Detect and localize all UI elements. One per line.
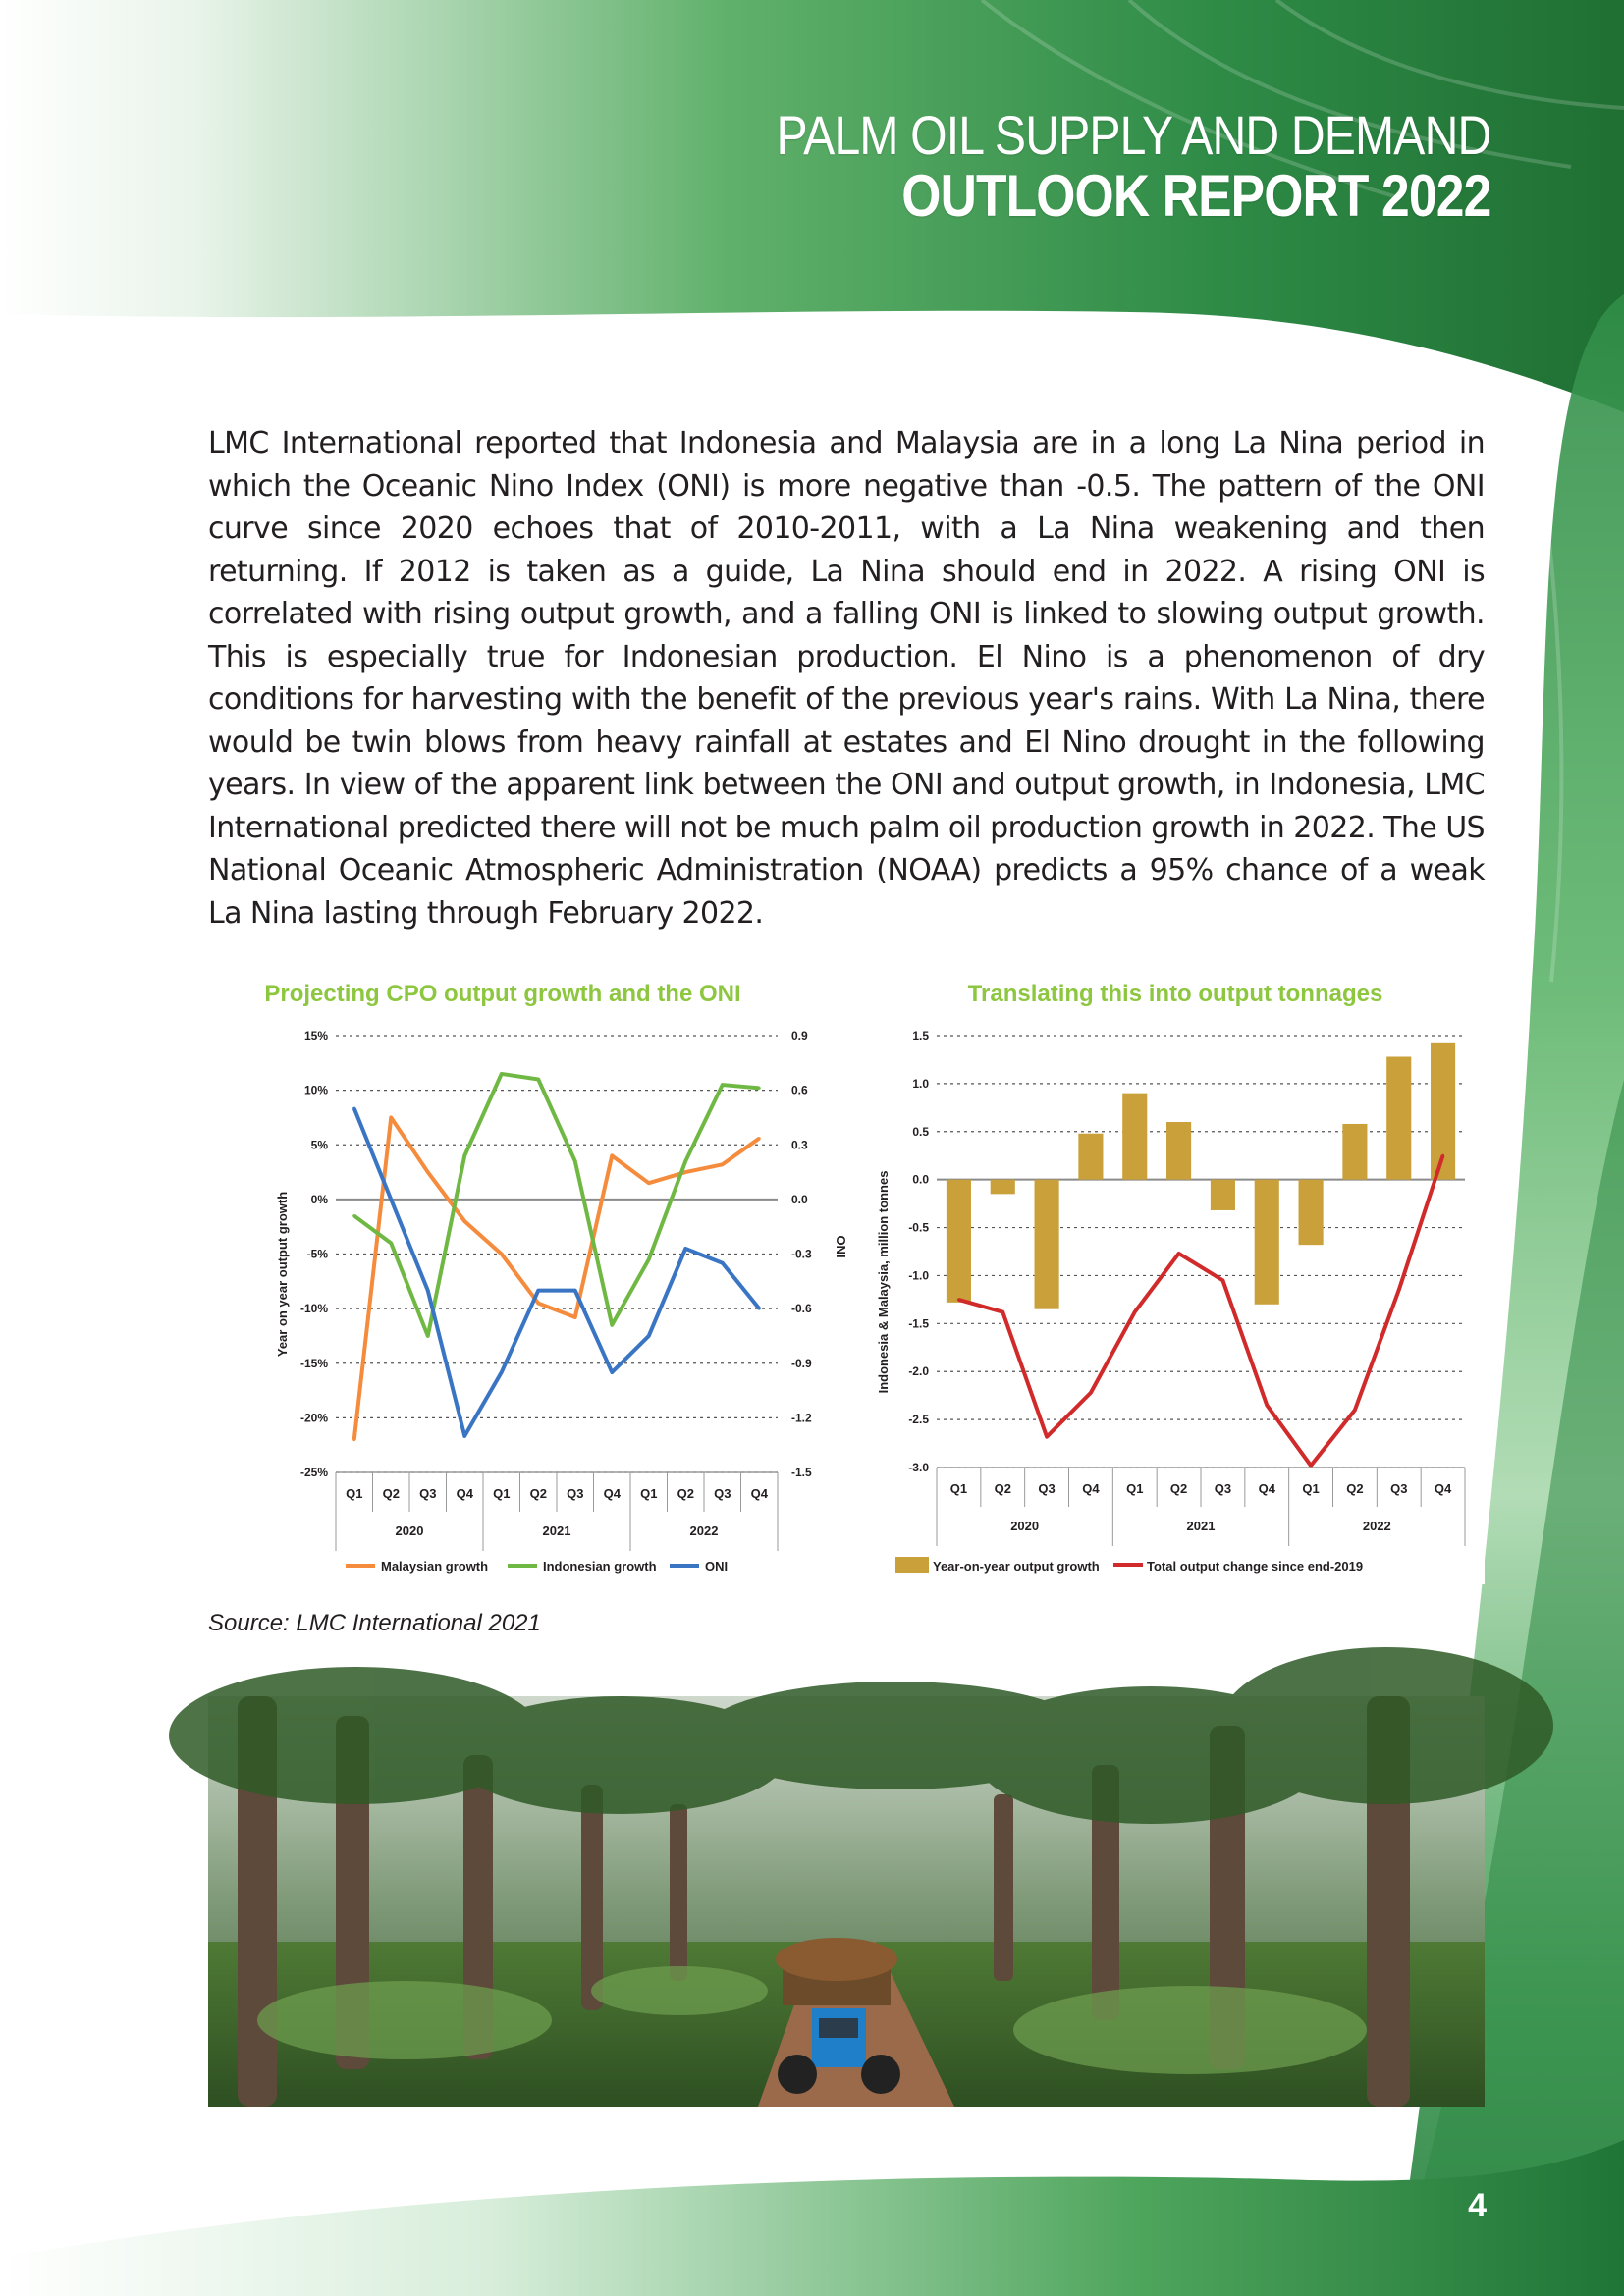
data-point xyxy=(426,1334,429,1337)
source-note: Source: LMC International 2021 xyxy=(208,1610,541,1636)
data-point xyxy=(463,1220,466,1223)
y2-tick-label: 0.9 xyxy=(791,1029,808,1042)
y2-tick-label: 0.6 xyxy=(791,1083,808,1097)
data-point xyxy=(1089,1391,1092,1394)
bar xyxy=(1255,1180,1279,1305)
y2-tick-label: 0.0 xyxy=(791,1192,808,1206)
x-tick-label: Q4 xyxy=(1082,1481,1100,1496)
year-label: 2020 xyxy=(1010,1519,1040,1533)
data-point xyxy=(758,1308,761,1310)
y-tick-label: -10% xyxy=(299,1302,328,1316)
legend-label: Year-on-year output growth xyxy=(933,1559,1100,1574)
data-point xyxy=(1441,1154,1444,1157)
year-label: 2022 xyxy=(1362,1519,1391,1533)
data-point xyxy=(537,1289,540,1292)
year-label: 2021 xyxy=(542,1523,571,1538)
data-point xyxy=(390,1198,393,1201)
chart-title: Projecting CPO output growth and the ONI xyxy=(264,981,741,1007)
y-tick-label: 10% xyxy=(303,1083,328,1097)
data-point xyxy=(758,1137,761,1140)
bar xyxy=(1035,1180,1059,1309)
bar xyxy=(1078,1134,1103,1180)
year-label: 2021 xyxy=(1186,1519,1216,1533)
x-tick-label: Q3 xyxy=(714,1486,731,1501)
y2-axis-label: ONI xyxy=(834,1235,848,1258)
y-tick-label: -1.5 xyxy=(908,1316,929,1331)
legend-label: Total output change since end-2019 xyxy=(1147,1559,1364,1574)
y-tick-label: 1.5 xyxy=(912,1029,929,1042)
y2-tick-label: -0.3 xyxy=(791,1247,812,1261)
x-tick-label: Q1 xyxy=(949,1481,968,1496)
y-tick-label: -3.0 xyxy=(908,1461,929,1474)
data-point xyxy=(390,1242,393,1245)
y-tick-label: 1.0 xyxy=(912,1076,929,1091)
data-point xyxy=(573,1159,576,1162)
x-tick-label: Q2 xyxy=(1169,1481,1188,1496)
data-point xyxy=(1221,1279,1224,1282)
x-tick-label: Q4 xyxy=(603,1486,621,1501)
y2-tick-label: 0.3 xyxy=(791,1138,808,1152)
chart-title: Translating this into output tonnages xyxy=(967,981,1383,1007)
y-axis-label: Indonesia & Malaysia, million tonnes xyxy=(876,1170,891,1394)
data-point xyxy=(500,1371,503,1374)
y-tick-label: -15% xyxy=(299,1356,328,1370)
page-number: 4 xyxy=(1468,2187,1487,2224)
data-point xyxy=(352,1214,355,1217)
x-tick-label: Q4 xyxy=(1434,1481,1452,1496)
y-axis-label: Year on year output growth xyxy=(275,1191,290,1358)
data-point xyxy=(352,1438,355,1441)
bar xyxy=(1386,1057,1411,1180)
x-tick-label: Q1 xyxy=(640,1486,658,1501)
x-tick-label: Q2 xyxy=(1346,1481,1364,1496)
x-tick-label: Q3 xyxy=(1038,1481,1056,1496)
series-line-oni xyxy=(354,1108,760,1436)
y-tick-label: 0.5 xyxy=(912,1124,929,1139)
x-tick-label: Q1 xyxy=(493,1486,511,1501)
report-title xyxy=(660,106,1490,228)
x-tick-label: Q3 xyxy=(1390,1481,1408,1496)
data-point xyxy=(426,1171,429,1174)
y-tick-label: -0.5 xyxy=(908,1220,929,1235)
data-point xyxy=(721,1084,724,1087)
data-point xyxy=(611,1154,614,1157)
y-tick-label: 0% xyxy=(310,1192,328,1206)
data-point xyxy=(573,1316,576,1319)
x-tick-label: Q4 xyxy=(750,1486,768,1501)
y-tick-label: -25% xyxy=(299,1466,328,1479)
x-tick-label: Q4 xyxy=(1258,1481,1275,1496)
bar xyxy=(1342,1124,1367,1180)
chart-cpo-growth-oni xyxy=(208,972,848,1584)
data-point xyxy=(500,1253,503,1255)
legend-label: ONI xyxy=(705,1559,729,1574)
palm-plantation-photo xyxy=(208,1696,1485,2107)
data-point xyxy=(1266,1404,1269,1407)
bar xyxy=(947,1180,971,1303)
legend-swatch xyxy=(895,1557,929,1573)
data-point xyxy=(426,1289,429,1292)
data-point xyxy=(1397,1289,1400,1292)
y-tick-label: -2.0 xyxy=(908,1364,929,1379)
data-point xyxy=(758,1087,761,1090)
data-point xyxy=(537,1302,540,1305)
data-point xyxy=(500,1072,503,1075)
data-point xyxy=(647,1182,650,1185)
data-point xyxy=(684,1171,687,1174)
y2-tick-label: -0.9 xyxy=(791,1356,812,1370)
data-point xyxy=(463,1154,466,1157)
data-point xyxy=(647,1258,650,1261)
data-point xyxy=(647,1334,650,1337)
data-point xyxy=(957,1298,960,1301)
x-tick-label: Q3 xyxy=(567,1486,584,1501)
y-tick-label: 0.0 xyxy=(912,1172,929,1187)
y-tick-label: -5% xyxy=(306,1247,328,1261)
legend-label: Indonesian growth xyxy=(543,1559,657,1574)
y-tick-label: 5% xyxy=(310,1138,328,1152)
data-point xyxy=(537,1078,540,1081)
y-tick-label: -1.0 xyxy=(908,1268,929,1283)
report-title-line1: PALM OIL SUPPLY AND DEMAND xyxy=(776,104,1490,166)
data-point xyxy=(684,1159,687,1162)
data-point xyxy=(463,1434,466,1437)
x-tick-label: Q3 xyxy=(419,1486,437,1501)
bar xyxy=(1122,1094,1147,1180)
year-label: 2022 xyxy=(689,1523,719,1538)
data-point xyxy=(352,1107,355,1110)
y2-tick-label: -0.6 xyxy=(791,1302,812,1316)
data-point xyxy=(1046,1435,1049,1438)
y2-tick-label: -1.2 xyxy=(791,1411,812,1425)
charts-panel xyxy=(208,972,1485,1584)
x-tick-label: Q2 xyxy=(382,1486,400,1501)
data-point xyxy=(390,1116,393,1119)
data-point xyxy=(1310,1465,1313,1468)
y-tick-label: -20% xyxy=(299,1411,328,1425)
data-point xyxy=(573,1289,576,1292)
data-point xyxy=(1133,1310,1136,1313)
bar xyxy=(1211,1180,1235,1210)
x-tick-label: Q1 xyxy=(1302,1481,1320,1496)
data-point xyxy=(611,1323,614,1326)
x-tick-label: Q2 xyxy=(677,1486,694,1501)
data-point xyxy=(684,1247,687,1250)
x-tick-label: Q1 xyxy=(1126,1481,1144,1496)
y2-tick-label: -1.5 xyxy=(791,1466,812,1479)
series-line-indonesian-growth xyxy=(354,1074,760,1336)
body-paragraph: LMC International reported that Indonesia and Malaysia are in a long La Nina period in which the Oceanic Nino Index (ONI) is more negative than -0.5. The pattern of the ONI curve since 2020 echoes that of 2010-2011, with a La Nina weakening and then returning. If 2012 is taken as a guide, La Nina should end in 2022. A rising ONI is correlated with rising output growth, and a falling ONI is linked to slowing output growth. This is especially true for Indonesian production. El Nino is a phenomenon of dry conditions for harvesting with the benefit of the previous year's rains. With La Nina, there would be twin blows from heavy rainfall at estates and El Nino drought in the following years. In view of the apparent link between the ONI and output growth, in Indonesia, LMC International predicted there will not be much palm oil production growth in 2022. The US National Oceanic Atmospheric Administration (NOAA) predicts a 95% chance of a weak La Nina lasting through February 2022. xyxy=(208,426,1485,931)
data-point xyxy=(611,1371,614,1374)
year-label: 2020 xyxy=(395,1523,424,1538)
chart-output-tonnages xyxy=(866,972,1485,1584)
x-tick-label: Q2 xyxy=(994,1481,1011,1496)
series-line-malaysian-growth xyxy=(354,1117,760,1439)
bar xyxy=(1299,1180,1324,1245)
legend-label: Malaysian growth xyxy=(381,1559,489,1574)
x-tick-label: Q3 xyxy=(1214,1481,1232,1496)
x-tick-label: Q2 xyxy=(529,1486,547,1501)
data-point xyxy=(1001,1310,1004,1313)
data-point xyxy=(1177,1252,1180,1255)
data-point xyxy=(721,1163,724,1166)
y-tick-label: -2.5 xyxy=(908,1413,929,1427)
x-tick-label: Q1 xyxy=(346,1486,363,1501)
report-title-line2: OUTLOOK REPORT 2022 xyxy=(900,163,1490,229)
data-point xyxy=(1353,1409,1356,1412)
data-point xyxy=(721,1261,724,1264)
x-tick-label: Q4 xyxy=(456,1486,473,1501)
bar xyxy=(991,1180,1015,1195)
y-tick-label: 15% xyxy=(303,1029,328,1042)
bar xyxy=(1166,1122,1191,1180)
